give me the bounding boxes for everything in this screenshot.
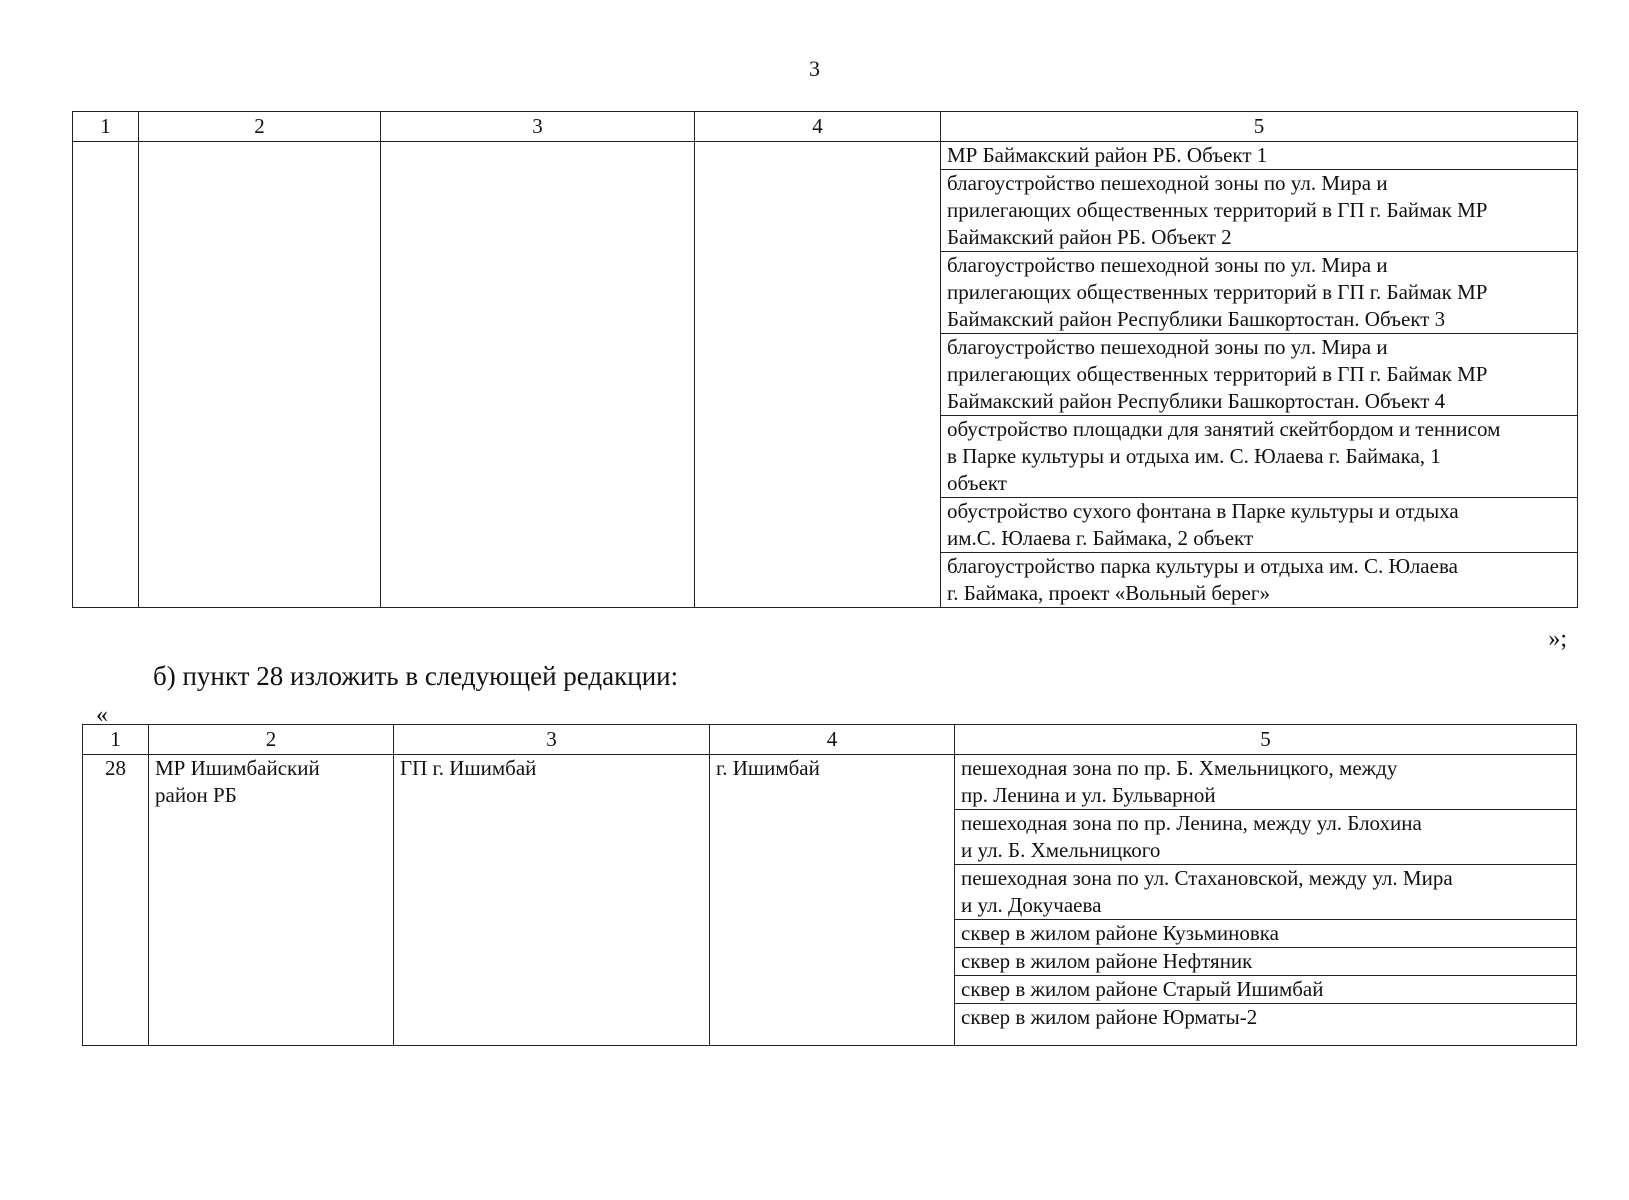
settlement-cell: ГП г. Ишимбай <box>394 755 710 1046</box>
empty-cell <box>695 142 941 608</box>
item-number-cell: 28 <box>83 755 149 1046</box>
header-cell: 1 <box>73 112 139 142</box>
object-cell: благоустройство пешеходной зоны по ул. Мира и прилегающих общественных территорий в ГП г. Баймак МР Баймакский район РБ. Объект 2 <box>941 170 1578 252</box>
object-cell: пешеходная зона по пр. Ленина, между ул. Блохина и ул. Б. Хмельницкого <box>955 810 1577 865</box>
header-cell: 4 <box>695 112 941 142</box>
header-cell: 2 <box>149 725 394 755</box>
header-cell: 1 <box>83 725 149 755</box>
table-row <box>83 755 1577 810</box>
table-header-row <box>83 725 1577 755</box>
district-cell: МР Ишимбайский район РБ <box>149 755 394 1046</box>
amendment-instruction: б) пункт 28 изложить в следующей редакции: <box>153 661 679 691</box>
header-cell: 4 <box>710 725 955 755</box>
empty-cell <box>381 142 695 608</box>
table-continuation <box>72 111 1578 608</box>
object-cell: обустройство площадки для занятий скейтбордом и теннисом в Парке культуры и отдыха им. С. Юлаева г. Баймака, 1 объект <box>941 416 1578 498</box>
table-item-28 <box>82 724 1577 1046</box>
header-cell: 2 <box>139 112 381 142</box>
city-cell: г. Ишимбай <box>710 755 955 1046</box>
table-row <box>73 142 1578 170</box>
page-number: 3 <box>809 56 820 81</box>
header-cell: 5 <box>941 112 1578 142</box>
object-cell: сквер в жилом районе Кузьминовка <box>955 920 1577 948</box>
object-cell: сквер в жилом районе Старый Ишимбай <box>955 976 1577 1004</box>
closing-quote: »; <box>1548 626 1567 652</box>
object-cell: МР Баймакский район РБ. Объект 1 <box>941 142 1578 170</box>
empty-cell <box>139 142 381 608</box>
object-cell: благоустройство пешеходной зоны по ул. Мира и прилегающих общественных территорий в ГП г. Баймак МР Баймакский район Республики Башкортостан. Объект 3 <box>941 252 1578 334</box>
object-cell: пешеходная зона по ул. Стахановской, между ул. Мира и ул. Докучаева <box>955 865 1577 920</box>
object-cell: благоустройство пешеходной зоны по ул. Мира и прилегающих общественных территорий в ГП г. Баймак МР Баймакский район Республики Башкортостан. Объект 4 <box>941 334 1578 416</box>
table-header-row <box>73 112 1578 142</box>
object-cell: сквер в жилом районе Юрматы-2 <box>955 1004 1577 1046</box>
object-cell: сквер в жилом районе Нефтяник <box>955 948 1577 976</box>
object-cell: пешеходная зона по пр. Б. Хмельницкого, между пр. Ленина и ул. Бульварной <box>955 755 1577 810</box>
header-cell: 3 <box>381 112 695 142</box>
header-cell: 3 <box>394 725 710 755</box>
empty-cell <box>73 142 139 608</box>
object-cell: обустройство сухого фонтана в Парке культуры и отдыха им.С. Юлаева г. Баймака, 2 объект <box>941 498 1578 553</box>
header-cell: 5 <box>955 725 1577 755</box>
object-cell: благоустройство парка культуры и отдыха им. С. Юлаева г. Баймака, проект «Вольный берег» <box>941 553 1578 608</box>
opening-quote: « <box>96 702 108 728</box>
